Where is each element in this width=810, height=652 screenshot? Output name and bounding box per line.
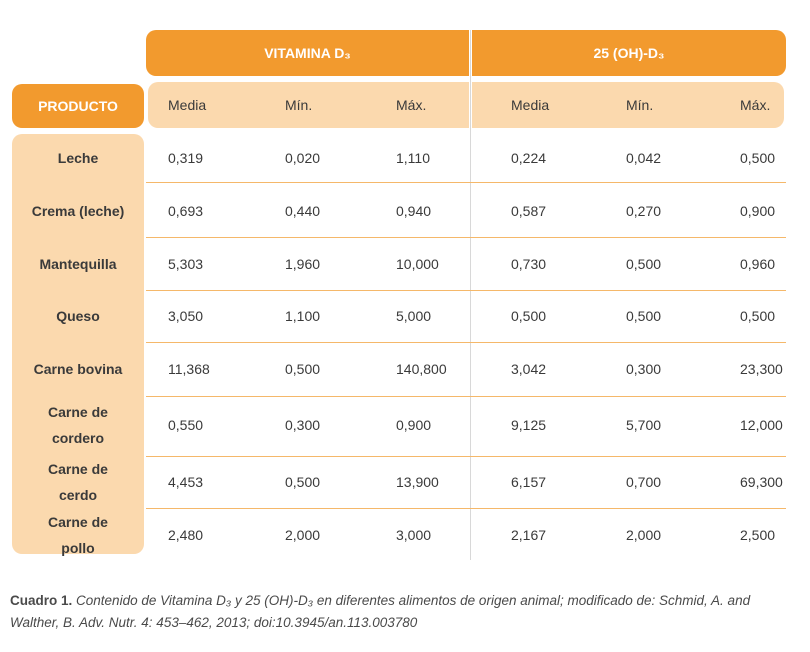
table-cell: 1,960 xyxy=(285,256,321,272)
table-cell: 12,000 xyxy=(740,417,783,433)
group-divider xyxy=(470,30,471,560)
column-header-vitamin-max: Máx. xyxy=(396,97,427,113)
table-cell: 0,900 xyxy=(396,417,432,433)
table-caption xyxy=(10,590,800,634)
table-cell: 3,050 xyxy=(168,308,204,324)
table-cell: 0,500 xyxy=(626,256,662,272)
table-cell: 0,224 xyxy=(511,150,547,166)
table-cell: 0,730 xyxy=(511,256,547,272)
table-cell: 0,550 xyxy=(168,417,204,433)
row-divider xyxy=(146,182,786,183)
table-cell: 5,000 xyxy=(396,308,432,324)
table-cell: 0,440 xyxy=(285,203,321,219)
table-cell: 2,500 xyxy=(740,527,776,543)
hydroxy-d3-header: 25 (OH)-D₃ xyxy=(472,30,786,76)
product-name: Carne de cordero xyxy=(48,404,108,446)
table-cell: 0,500 xyxy=(740,308,776,324)
table-cell: 0,042 xyxy=(626,150,662,166)
row-divider xyxy=(146,396,786,397)
product-name: Leche xyxy=(57,150,99,166)
column-header-vitamin-media: Media xyxy=(168,97,207,113)
table-cell: 2,167 xyxy=(511,527,547,543)
table-cell: 0,940 xyxy=(396,203,432,219)
table-cell: 0,960 xyxy=(740,256,776,272)
table-cell: 0,693 xyxy=(168,203,204,219)
table-cell: 6,157 xyxy=(511,474,547,490)
table-cell: 5,700 xyxy=(626,417,662,433)
product-name: Carne bovina xyxy=(33,361,123,377)
table-cell: 0,500 xyxy=(626,308,662,324)
product-name: Carne de pollo xyxy=(48,514,108,556)
table-cell: 0,500 xyxy=(285,474,321,490)
caption-label: Cuadro 1. xyxy=(10,593,73,608)
table-cell: 0,900 xyxy=(740,203,776,219)
table-cell: 5,303 xyxy=(168,256,204,272)
table-cell: 3,042 xyxy=(511,361,547,377)
table-cell: 140,800 xyxy=(396,361,447,377)
table-cell: 4,453 xyxy=(168,474,204,490)
table-cell: 0,319 xyxy=(168,150,204,166)
table-cell: 1,100 xyxy=(285,308,321,324)
table-cell: 2,480 xyxy=(168,527,204,543)
row-divider xyxy=(146,342,786,343)
column-header-hydroxy-min: Mín. xyxy=(626,97,654,113)
row-divider xyxy=(146,456,786,457)
table-cell: 0,700 xyxy=(626,474,662,490)
table-cell: 0,587 xyxy=(511,203,547,219)
table-cell: 1,110 xyxy=(396,150,430,166)
table-cell: 9,125 xyxy=(511,417,547,433)
table-cell: 0,020 xyxy=(285,150,321,166)
vitamin-d3-header: VITAMINA D₃ xyxy=(146,30,469,76)
product-name: Crema (leche) xyxy=(31,203,125,219)
product-header: PRODUCTO xyxy=(12,84,144,128)
table-cell: 0,300 xyxy=(285,417,321,433)
table-cell: 0,500 xyxy=(285,361,321,377)
row-divider xyxy=(146,237,786,238)
table-cell: 0,500 xyxy=(740,150,776,166)
table-cell: 2,000 xyxy=(626,527,662,543)
table-cell: 2,000 xyxy=(285,527,321,543)
column-header-hydroxy-max: Máx. xyxy=(740,97,771,113)
table-cell: 3,000 xyxy=(396,527,432,543)
table-cell: 0,500 xyxy=(511,308,547,324)
table-cell: 13,900 xyxy=(396,474,439,490)
table-cell: 0,300 xyxy=(626,361,662,377)
table-cell: 69,300 xyxy=(740,474,783,490)
table-cell: 10,000 xyxy=(396,256,439,272)
column-header-vitamin-min: Mín. xyxy=(285,97,313,113)
column-header-hydroxy-media: Media xyxy=(511,97,550,113)
product-name: Mantequilla xyxy=(39,256,117,272)
row-divider xyxy=(146,290,786,291)
row-divider xyxy=(146,508,786,509)
table-cell: 23,300 xyxy=(740,361,783,377)
caption-text: Contenido de Vitamina D₃ y 25 (OH)-D₃ en diferentes alimentos de origen animal; modificado de: Schmid, A. and Walther, B. Adv. Nutr. 4: 453–462, 2013; doi:10.3945/an.113.003780 xyxy=(10,593,751,630)
table-cell: 11,368 xyxy=(168,361,210,377)
table-cell: 0,270 xyxy=(626,203,662,219)
product-name: Queso xyxy=(56,308,100,324)
product-name: Carne de cerdo xyxy=(48,461,108,503)
